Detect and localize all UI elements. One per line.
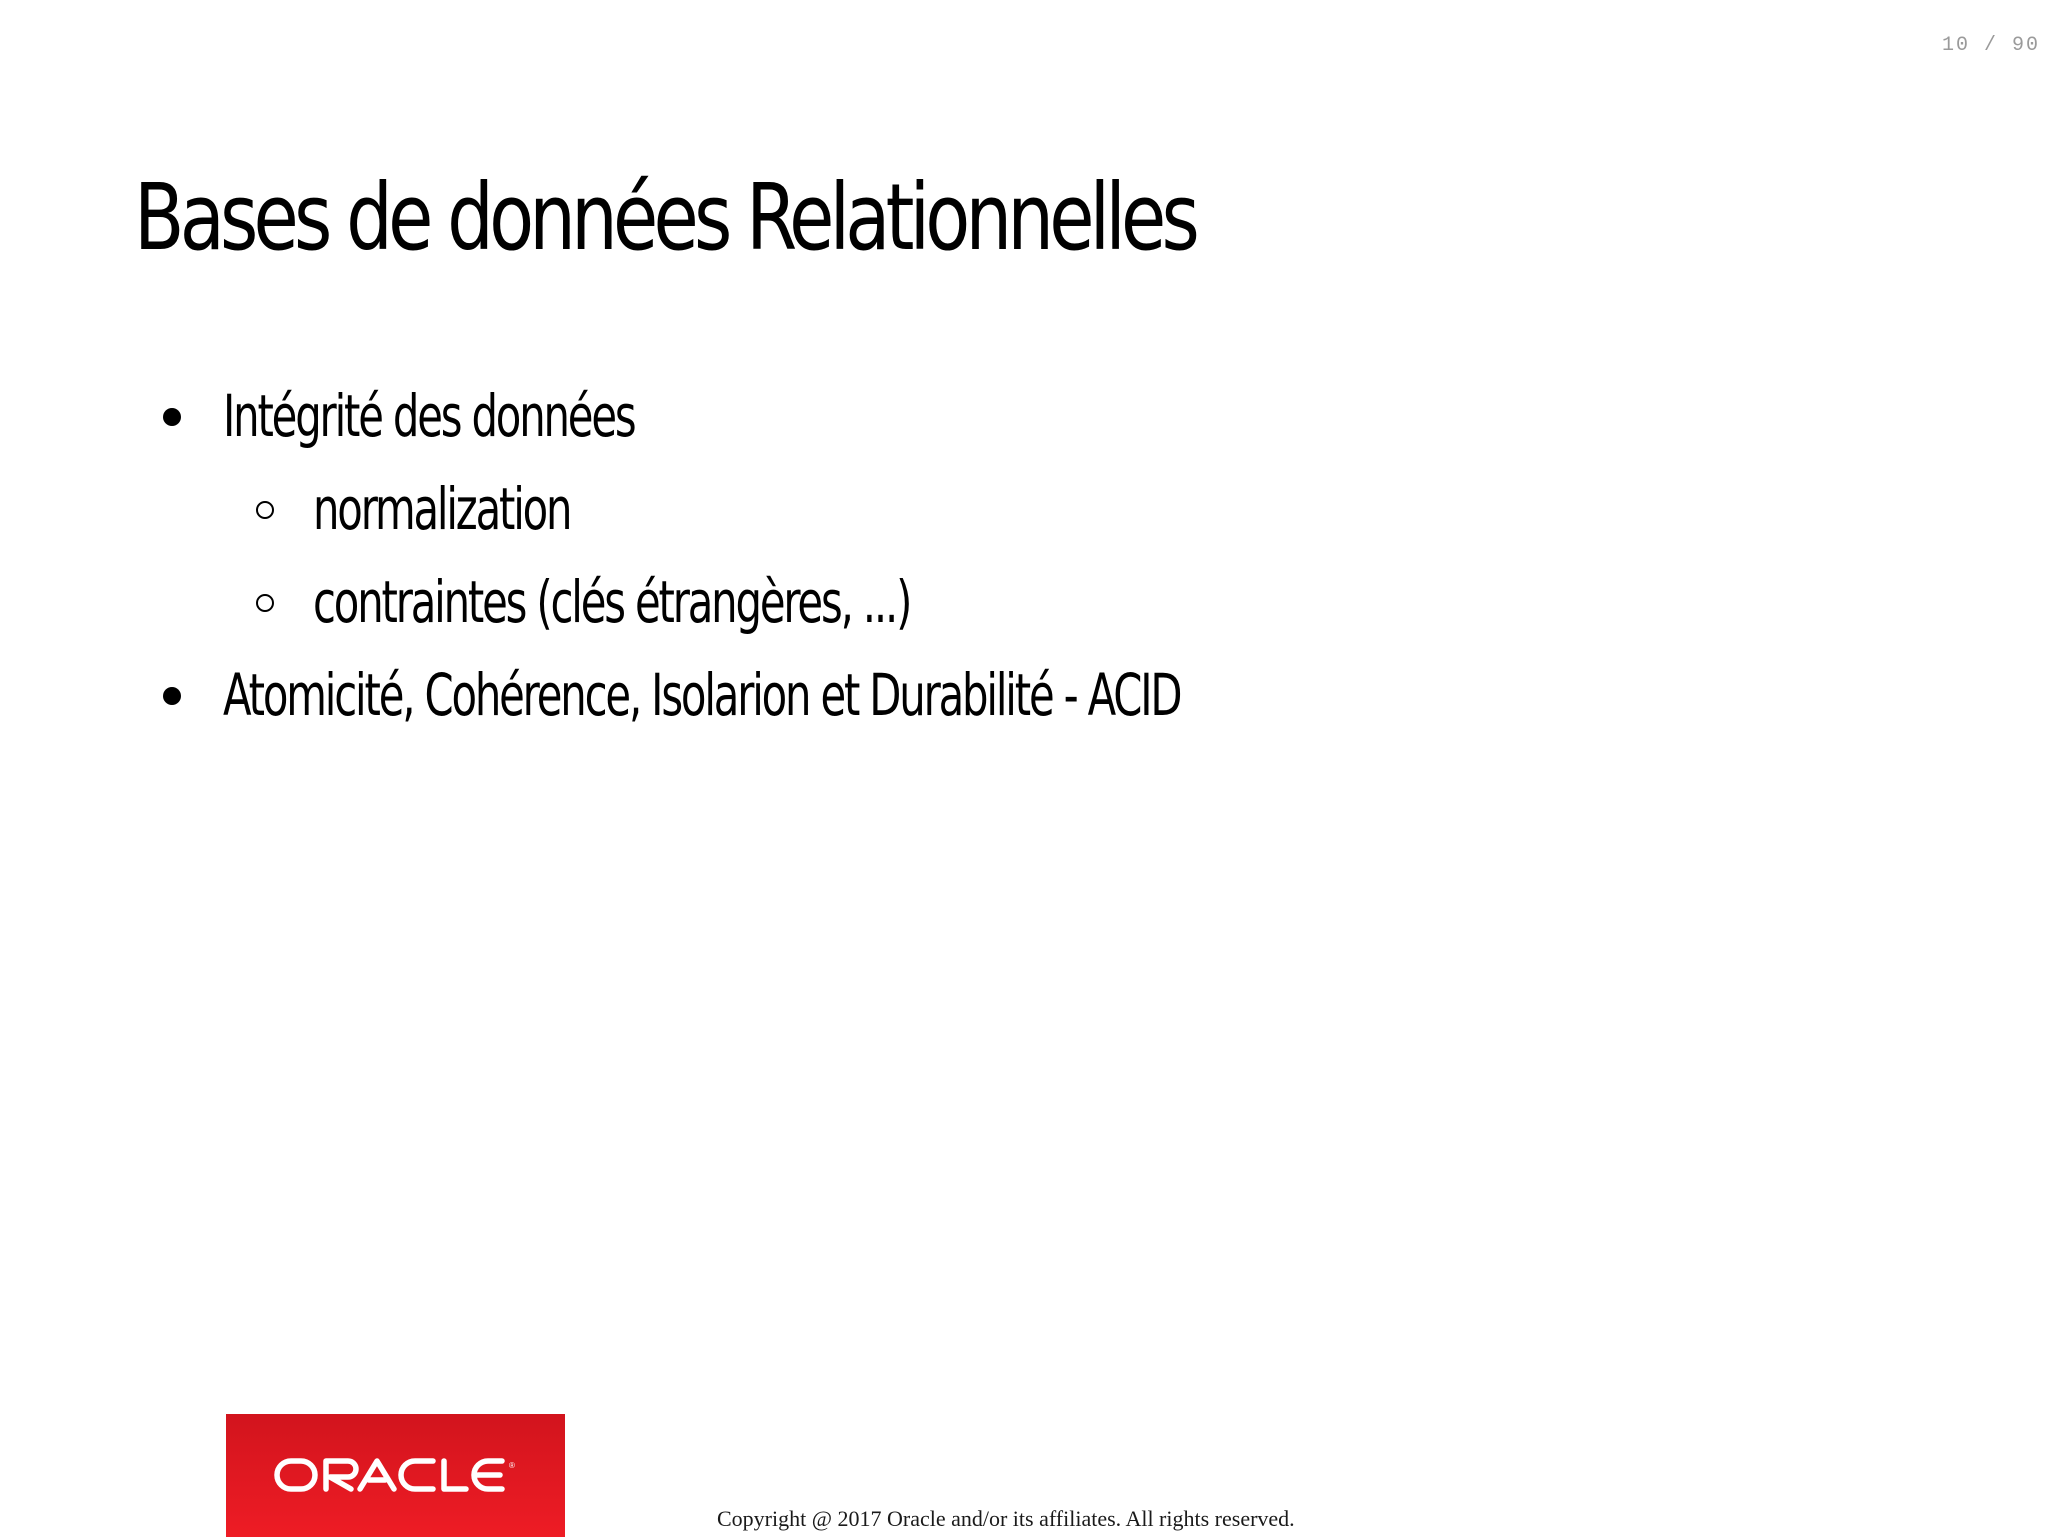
- bullet-item-integrity: [0, 370, 1400, 463]
- bullet-item-acid: [0, 649, 1400, 742]
- sub-bullet-text: normalization: [313, 475, 571, 543]
- bullet-list: [0, 370, 1400, 742]
- slide-title: Bases de données Relationnelles: [134, 164, 1195, 271]
- filled-bullet-icon: [163, 687, 181, 705]
- sub-bullet-item-normalization: [0, 463, 1400, 556]
- hollow-bullet-icon: [256, 594, 274, 612]
- sub-bullet-text: contraintes (clés étrangères, ...): [313, 568, 911, 636]
- filled-bullet-icon: [163, 408, 181, 426]
- sub-bullet-item-constraints: [0, 556, 1400, 649]
- oracle-wordmark: [274, 1458, 520, 1492]
- copyright-notice: Copyright @ 2017 Oracle and/or its affiliates. All rights reserved.: [717, 1506, 1295, 1531]
- hollow-bullet-icon: [256, 501, 274, 519]
- page-counter: 10 / 90: [1941, 34, 2040, 57]
- oracle-logo: [226, 1414, 565, 1537]
- bullet-text: Intégrité des données: [223, 382, 635, 450]
- svg-text:®: ®: [509, 1461, 515, 1470]
- bullet-text: Atomicité, Cohérence, Isolarion et Durabilité - ACID: [223, 661, 1181, 729]
